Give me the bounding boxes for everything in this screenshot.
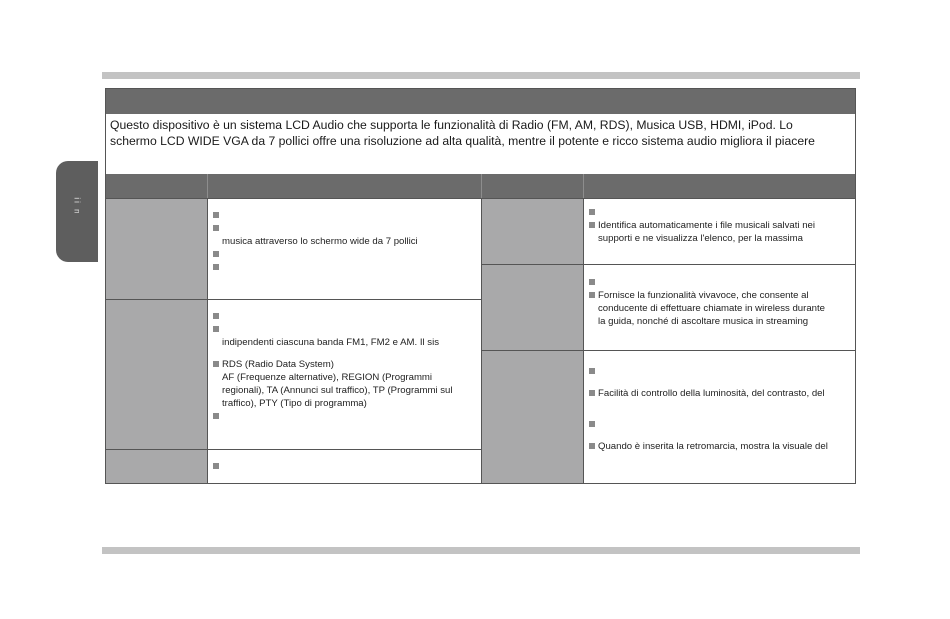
list-item [212, 323, 480, 336]
label-cell [482, 199, 583, 264]
list-item: Quando è inserita la retromarcia, mostra la visuale del [588, 440, 856, 453]
grid-line [482, 264, 856, 265]
list-item [212, 248, 480, 261]
top-rule [102, 72, 860, 79]
grid-line [481, 198, 482, 484]
square-bullet-icon [213, 264, 219, 270]
list-item: Fornisce la funzionalità vivavoce, che consente al [588, 289, 856, 302]
square-bullet-icon [589, 443, 595, 449]
side-tab-label: ii n [72, 197, 82, 216]
label-cell [482, 351, 583, 484]
square-bullet-icon [589, 209, 595, 215]
square-bullet-icon [589, 421, 595, 427]
intro-line-1: Questo dispositivo è un sistema LCD Audio che supporta le funzionalità di Radio (FM, AM, RDS), Musica USB, HDMI, iPod. Lo [110, 118, 793, 132]
list-item [588, 206, 856, 219]
square-bullet-icon [589, 279, 595, 285]
grid-line [106, 198, 856, 199]
square-bullet-icon [213, 212, 219, 218]
header-divider [207, 174, 208, 198]
header-divider [481, 174, 482, 198]
left-row-1-content [212, 209, 480, 274]
square-bullet-icon [213, 313, 219, 319]
square-bullet-icon [589, 292, 595, 298]
square-bullet-icon [589, 390, 595, 396]
list-item: supporti e ne visualizza l'elenco, per la massima [598, 233, 803, 244]
list-item: indipendenti ciascuna banda FM1, FM2 e AM. Il sis [222, 337, 440, 348]
right-row-3-content [588, 365, 856, 453]
intro-paragraph [110, 117, 855, 149]
label-cell [482, 265, 583, 350]
list-item [212, 209, 480, 222]
list-item: traffico), PTY (Tipo di programma) [222, 398, 367, 409]
square-bullet-icon [589, 222, 595, 228]
list-item: RDS (Radio Data System) [212, 358, 480, 371]
right-row-1-content [588, 206, 856, 245]
list-item: musica attraverso lo schermo wide da 7 pollici [222, 236, 418, 247]
grid-line [207, 198, 208, 484]
list-item [212, 460, 480, 473]
list-item: AF (Frequenze alternative), REGION (Programmi [222, 372, 433, 383]
square-bullet-icon [213, 413, 219, 419]
list-item [588, 365, 856, 378]
label-cell [106, 300, 207, 449]
square-bullet-icon [213, 251, 219, 257]
left-row-2-content [212, 310, 480, 423]
grid-line [583, 198, 584, 484]
intro-line-2: schermo LCD WIDE VGA da 7 pollici offre una risoluzione ad alta qualità, mentre il potente e ricco sistema audio migliora il piacere [110, 134, 815, 148]
square-bullet-icon [213, 463, 219, 469]
right-row-2-content [588, 276, 856, 328]
list-item [212, 261, 480, 274]
label-cell [106, 199, 207, 299]
list-item: conducente di effettuare chiamate in wireless durante [598, 303, 826, 314]
list-item: la guida, nonché di ascoltare musica in streaming [598, 316, 809, 327]
list-item [588, 418, 856, 431]
list-item [212, 410, 480, 423]
list-item: Facilità di controllo della luminosità, del contrasto, del [588, 387, 856, 400]
grid-line [106, 299, 482, 300]
square-bullet-icon [589, 368, 595, 374]
feature-table [105, 88, 856, 484]
square-bullet-icon [213, 326, 219, 332]
grid-line [482, 350, 856, 351]
list-item: Identifica automaticamente i file musicali salvati nei [588, 219, 856, 232]
list-item: regionali), TA (Annunci sul traffico), TP (Programmi sul [222, 385, 453, 396]
square-bullet-icon [213, 225, 219, 231]
bottom-rule [102, 547, 860, 554]
list-item [212, 222, 480, 235]
label-cell [106, 450, 207, 484]
square-bullet-icon [213, 361, 219, 367]
title-bar [106, 89, 855, 114]
list-item [212, 310, 480, 323]
list-item [588, 276, 856, 289]
left-row-3-content [212, 460, 480, 473]
grid-line [106, 449, 482, 450]
header-divider [583, 174, 584, 198]
